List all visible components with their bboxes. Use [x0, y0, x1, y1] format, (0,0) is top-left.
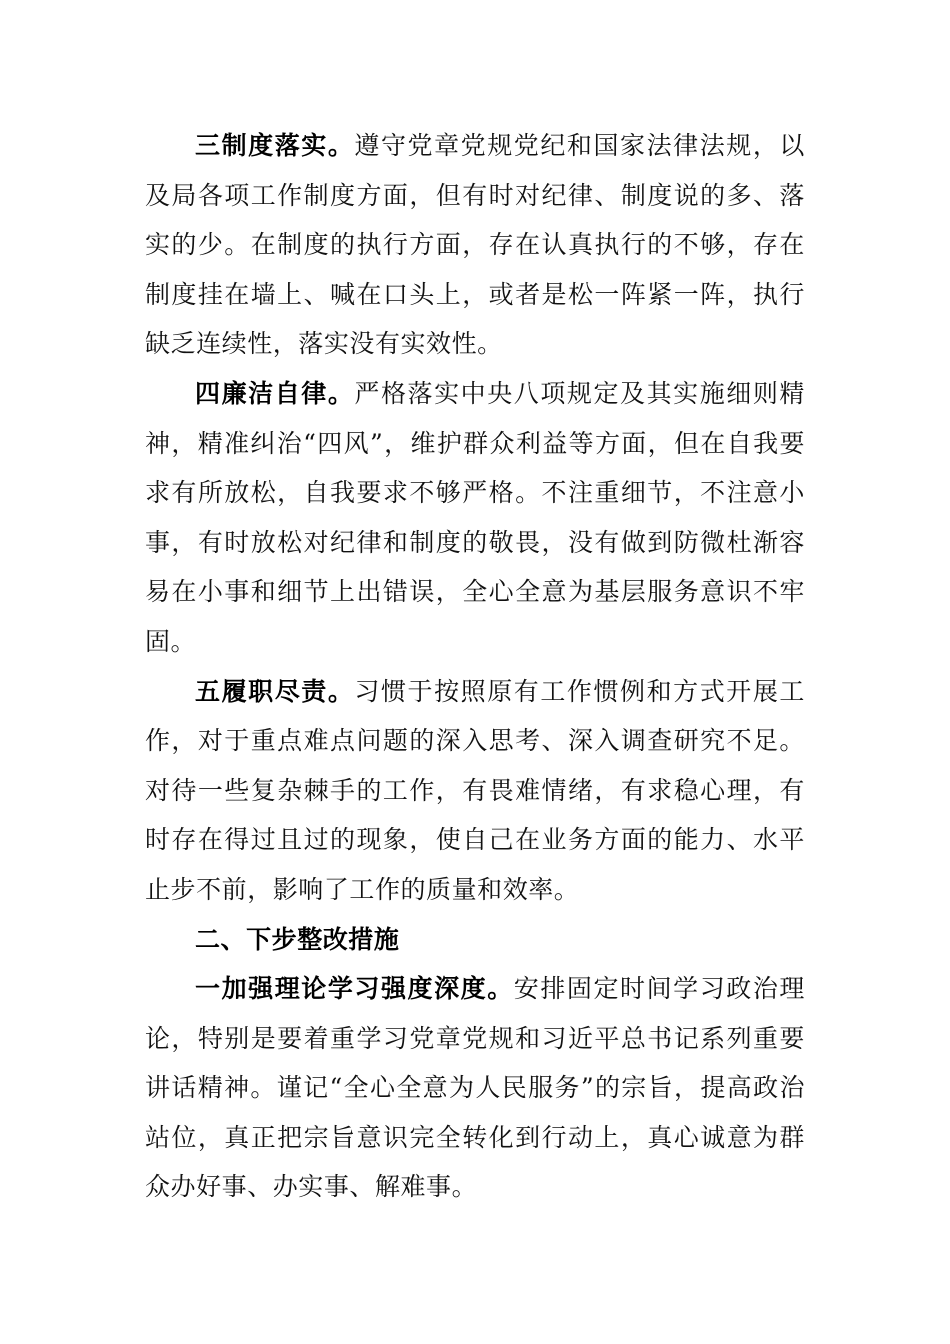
paragraph-text: 严格落实中央八项规定及其实施细则精神，精准纠治“四风”，维护群众利益等方面，但在自我要求有所放松，自我要求不够严格。不注重细节，不注意小事，有时放松对纪律和制度的敬畏，没有做到防微杜渐容易在小事和细节上出错误，全心全意为基层服务意识不牢固。: [145, 378, 805, 656]
paragraph-text: 习惯于按照原有工作惯例和方式开展工作，对于重点难点问题的深入思考、深入调查研究不足。对待一些复杂棘手的工作，有畏难情绪，有求稳心理，有时存在得过且过的现象，使自己在业务方面的能力、水平止步不前，影响了工作的质量和效率。: [145, 676, 805, 904]
document-body: [145, 121, 805, 1212]
paragraph-lead: 四廉洁自律。: [195, 378, 355, 408]
paragraph-duty-performance: [145, 667, 805, 915]
section-heading: 二、下步整改措施: [195, 924, 400, 954]
paragraph-theory-study: [145, 964, 805, 1212]
paragraph-integrity-self-discipline: [145, 369, 805, 667]
paragraph-lead: 三制度落实。: [195, 131, 355, 160]
paragraph-lead: 一加强理论学习强度深度。: [195, 974, 514, 1004]
paragraph-lead: 五履职尽责。: [195, 676, 355, 706]
paragraph-institution-implementation: [145, 121, 805, 369]
paragraph-text: 遵守党章党规党纪和国家法律法规，以及局各项工作制度方面，但有时对纪律、制度说的多、落实的少。在制度的执行方面，存在认真执行的不够，存在制度挂在墙上、喊在口头上，或者是松一阵紧一阵，执行缺乏连续性，落实没有实效性。: [145, 131, 805, 359]
paragraph-text: 安排固定时间学习政治理论，特别是要着重学习党章党规和习近平总书记系列重要讲话精神。谨记“全心全意为人民服务”的宗旨，提高政治站位，真正把宗旨意识完全转化到行动上，真心诚意为群众办好事、办实事、解难事。: [145, 974, 805, 1202]
